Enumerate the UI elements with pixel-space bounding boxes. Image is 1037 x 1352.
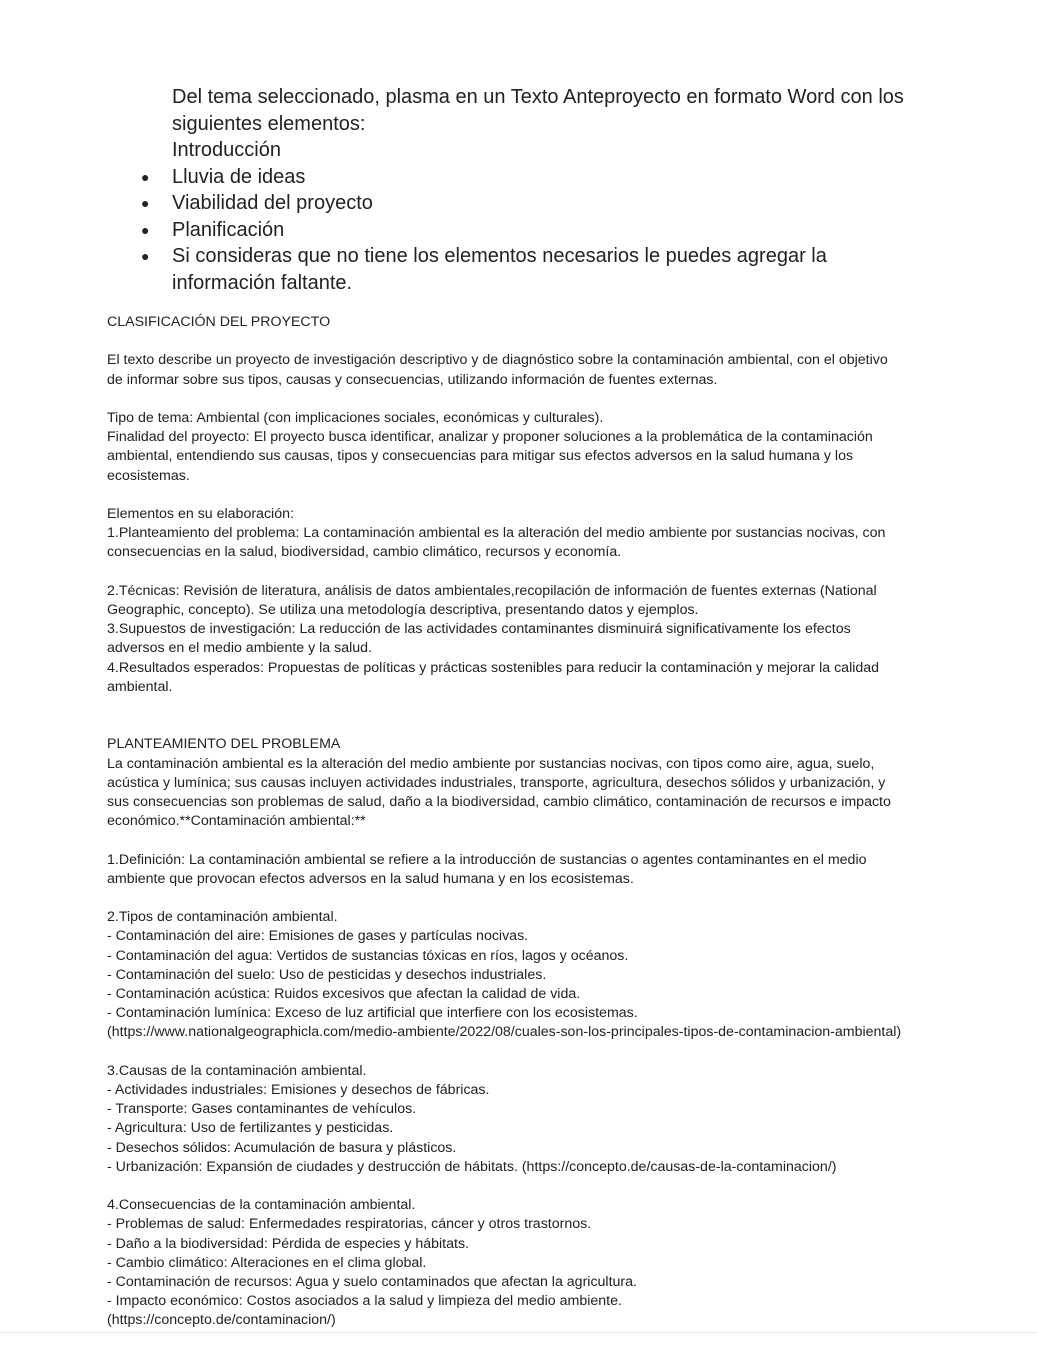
bullet-icon: ● (141, 168, 150, 185)
bullet-text: información faltante. (172, 271, 353, 294)
paragraph-line: acústica y lumínica; sus causas incluyen actividades industriales, transporte, agricultura, desechos sólidos y urbanización, y (107, 774, 886, 791)
paragraph-line: 2.Técnicas: Revisión de literatura, análisis de datos ambientales,recopilación de información de fuentes externas (National (107, 582, 877, 599)
bullet-icon: ● (141, 248, 150, 264)
list-item: - Impacto económico: Costos asociados a la salud y limpieza del medio ambiente. (107, 1293, 622, 1310)
paragraph-line: 4.Resultados esperados: Propuestas de políticas y prácticas sostenibles para reducir la contaminación y mejorar la calidad (107, 659, 880, 676)
bullet-icon: ● (141, 221, 150, 238)
bullet-text: Viabilidad del proyecto (172, 192, 373, 214)
paragraph-line: económico.**Contaminación ambiental:** (107, 813, 366, 830)
section-title: PLANTEAMIENTO DEL PROBLEMA (107, 736, 341, 753)
instruction-line: Del tema seleccionado, plasma en un Texto Anteproyecto en formato Word con los (172, 86, 904, 108)
paragraph-line: consecuencias en la salud, biodiversidad, cambio climático, recursos y economía. (107, 544, 622, 561)
list-item: - Problemas de salud: Enfermedades respiratorias, cáncer y otros trastornos. (107, 1216, 592, 1233)
subsection-title: 4.Consecuencias de la contaminación ambiental. (107, 1197, 416, 1214)
bullet-item (141, 190, 932, 217)
bullet-text: Planificación (172, 218, 285, 241)
list-item: - Contaminación lumínica: Exceso de luz artificial que interfiere con los ecosistemas. (107, 1005, 638, 1022)
assignment-instructions (141, 84, 932, 296)
section-clasificacion (107, 313, 937, 697)
list-item: - Contaminación del agua: Vertidos de sustancias tóxicas en ríos, lagos y océanos. (107, 947, 629, 964)
paragraph-line: ecosistemas. (107, 467, 190, 484)
list-item: - Cambio climático: Alteraciones en el clima global. (107, 1254, 427, 1271)
paragraph-line: 1.Definición: La contaminación ambiental se refiere a la introducción de sustancias o agentes contaminantes en el medio (107, 851, 867, 868)
paragraph-line: 1.Planteamiento del problema: La contaminación ambiental es la alteración del medio ambiente por sustancias nocivas, con (107, 525, 886, 542)
paragraph-line: La contaminación ambiental es la alteración del medio ambiente por sustancias nocivas, con tipos como aire, agua, suelo, (107, 755, 875, 772)
list-item: - Desechos sólidos: Acumulación de basura y plásticos. (107, 1139, 457, 1156)
subsection-title: 2.Tipos de contaminación ambiental. (107, 909, 338, 926)
list-item: - Agricultura: Uso de fertilizantes y pesticidas. (107, 1120, 394, 1137)
list-item: - Transporte: Gases contaminantes de vehículos. (107, 1101, 417, 1118)
list-item: - Contaminación del suelo: Uso de pesticidas y desechos industriales. (107, 966, 547, 983)
source-link: (https://concepto.de/contaminacion/) (107, 1312, 336, 1329)
paragraph-line: Tipo de tema: Ambiental (con implicaciones sociales, económicas y culturales). (107, 409, 604, 426)
instruction-line: Introducción (172, 139, 281, 161)
paragraph-line: Finalidad del proyecto: El proyecto busca identificar, analizar y proponer soluciones a la problemática de la contaminación (107, 429, 873, 446)
paragraph-line: ambiental, entendiendo sus causas, tipos y consecuencias para mitigar sus efectos adversos en la salud humana y los (107, 448, 854, 465)
paragraph-line: El texto describe un proyecto de investigación descriptivo y de diagnóstico sobre la contaminación ambiental, con el objetivo (107, 352, 888, 369)
paragraph-line: sus consecuencias son problemas de salud, daño a la biodiversidad, cambio climático, contaminación de recursos e impacto (107, 794, 891, 810)
instruction-line: siguientes elementos: (172, 112, 366, 135)
subsection-title: 3.Causas de la contaminación ambiental. (107, 1062, 367, 1079)
list-item: - Actividades industriales: Emisiones y desechos de fábricas. (107, 1082, 490, 1098)
bullet-item (141, 243, 932, 296)
paragraph-line: Elementos en su elaboración: (107, 505, 294, 522)
paragraph-line: Geographic, concepto). Se utiliza una metodología descriptiva, presentando datos y ejemplos. (107, 601, 699, 618)
instruction-text (172, 84, 932, 164)
document-body (107, 313, 937, 1331)
source-link: (https://www.nationalgeographicla.com/medio-ambiente/2022/08/cuales-son-los-principales-tipos-de-contaminacion-ambiental) (107, 1024, 902, 1041)
list-item: - Daño a la biodiversidad: Pérdida de especies y hábitats. (107, 1235, 469, 1252)
section-planteamiento (107, 735, 937, 1330)
bullet-icon: ● (141, 195, 150, 211)
paragraph-line: adversos en el medio ambiente y la salud. (107, 640, 372, 657)
paragraph-line: 3.Supuestos de investigación: La reducción de las actividades contaminantes disminuirá significativamente los efectos (107, 621, 851, 638)
list-item: - Contaminación de recursos: Agua y suelo contaminados que afectan la agricultura. (107, 1274, 637, 1291)
bullet-text: Lluvia de ideas (172, 165, 306, 188)
bullet-list (141, 164, 932, 297)
paragraph-line: ambiente que provocan efectos adversos en la salud humana y en los ecosistemas. (107, 870, 634, 887)
paragraph-line: de informar sobre sus tipos, causas y consecuencias, utilizando información de fuentes externas. (107, 371, 718, 388)
bullet-item (141, 217, 932, 244)
list-item: - Contaminación del aire: Emisiones de gases y partículas nocivas. (107, 928, 529, 945)
bullet-item (141, 164, 932, 191)
paragraph-line: ambiental. (107, 678, 173, 695)
list-item: - Contaminación acústica: Ruidos excesivos que afectan la calidad de vida. (107, 986, 581, 1002)
list-item: - Urbanización: Expansión de ciudades y destrucción de hábitats. (https://concepto.de/causas-de-la-contaminacion/) (107, 1158, 837, 1175)
bullet-text: Si consideras que no tiene los elementos necesarios le puedes agregar la (172, 245, 827, 267)
section-title: CLASIFICACIÓN DEL PROYECTO (107, 314, 331, 330)
